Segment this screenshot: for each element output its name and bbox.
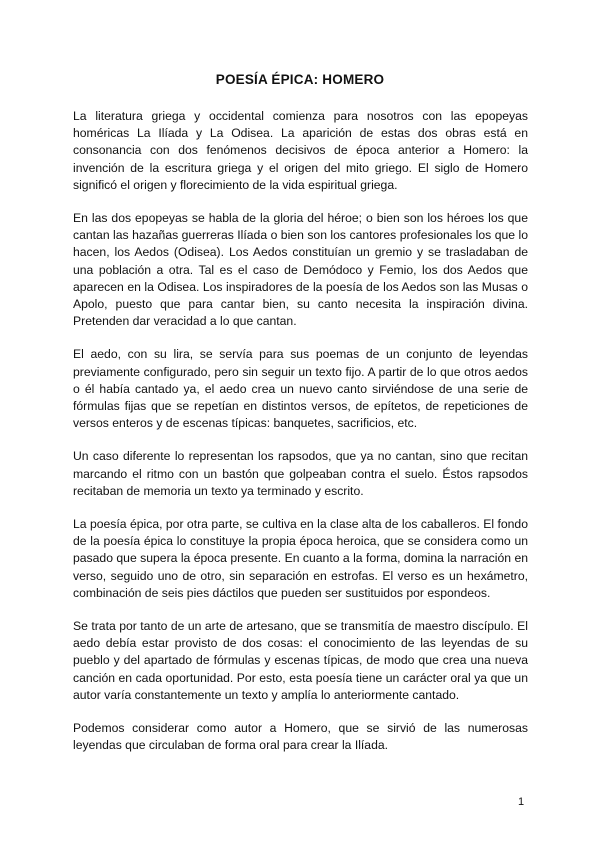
page-number: 1 (518, 796, 525, 808)
paragraph-7: Podemos considerar como autor a Homero, que se sirvió de las numerosas leyendas que circulaban de forma oral para crear la Ilíada. (73, 721, 528, 753)
paragraph-1: La literatura griega y occidental comienza para nosotros con las epopeyas homéricas La Ilíada y La Odisea. La aparición de estas dos obras está en consonancia con dos fenómenos decisivos de época anterior a Homero: la invención de la escritura griega y el origen del mito griego. El siglo de Homero significó el origen y florecimiento de la vida espiritual griega. (73, 109, 528, 192)
paragraph-3: El aedo, con su lira, se servía para sus poemas de un conjunto de leyendas previamente configurado, pero sin seguir un texto fijo. A partir de lo que otros aedos o él había cantado ya, el aedo crea un nuevo canto sirviéndose de una serie de fórmulas fijas que se repetían en distintos versos, de epítetos, de repeticiones de versos enteros y de escenas típicas: banquetes, sacrificios, etc. (73, 347, 528, 431)
document-body (73, 108, 528, 771)
page-title: POESÍA ÉPICA: HOMERO (215, 72, 385, 87)
paragraph-4: Un caso diferente lo representan los rapsodos, que ya no cantan, sino que recitan marcando el ritmo con un bastón que golpeaban contra el suelo. Éstos rapsodos recitaban de memoria un texto ya terminado y escrito. (73, 449, 528, 498)
paragraph-5: La poesía épica, por otra parte, se cultiva en la clase alta de los caballeros. El fondo de la poesía épica lo constituye la propia época heroica, que se considera como un pasado que supera la época presente. En cuanto a la forma, domina la narración en verso, seguido uno de otro, sin separación en estrofas. El verso es un hexámetro, combinación de seis pies dáctilos que pueden ser sustituidos por espondeos. (73, 517, 528, 600)
paragraph-2: En las dos epopeyas se habla de la gloria del héroe; o bien son los héroes los que cantan las hazañas guerreras Ilíada o bien son los cantores profesionales los que lo hacen, los Aedos (Odisea). Los Aedos constituían un gremio y se trasladaban de una población a otra. Tal es el caso de Demódoco y Femio, los dos Aedos que aparecen en la Odisea. Los inspiradores de la poesía de los Aedos son las Musas o Apolo, puesto que para cantar bien, su canto necesita la inspiración divina. Pretenden dar veracidad a lo que cantan. (73, 211, 528, 329)
paragraph-6: Se trata por tanto de un arte de artesano, que se transmitía de maestro discípulo. El aedo debía estar provisto de dos cosas: el conocimiento de las leyendas de su pueblo y del apartado de fórmulas y escenas típicas, de modo que crea una nueva canción en cada oportunidad. Por esto, esta poesía tiene un carácter oral ya que un autor varía constantemente un texto y amplía lo anteriormente cantado. (73, 619, 528, 702)
